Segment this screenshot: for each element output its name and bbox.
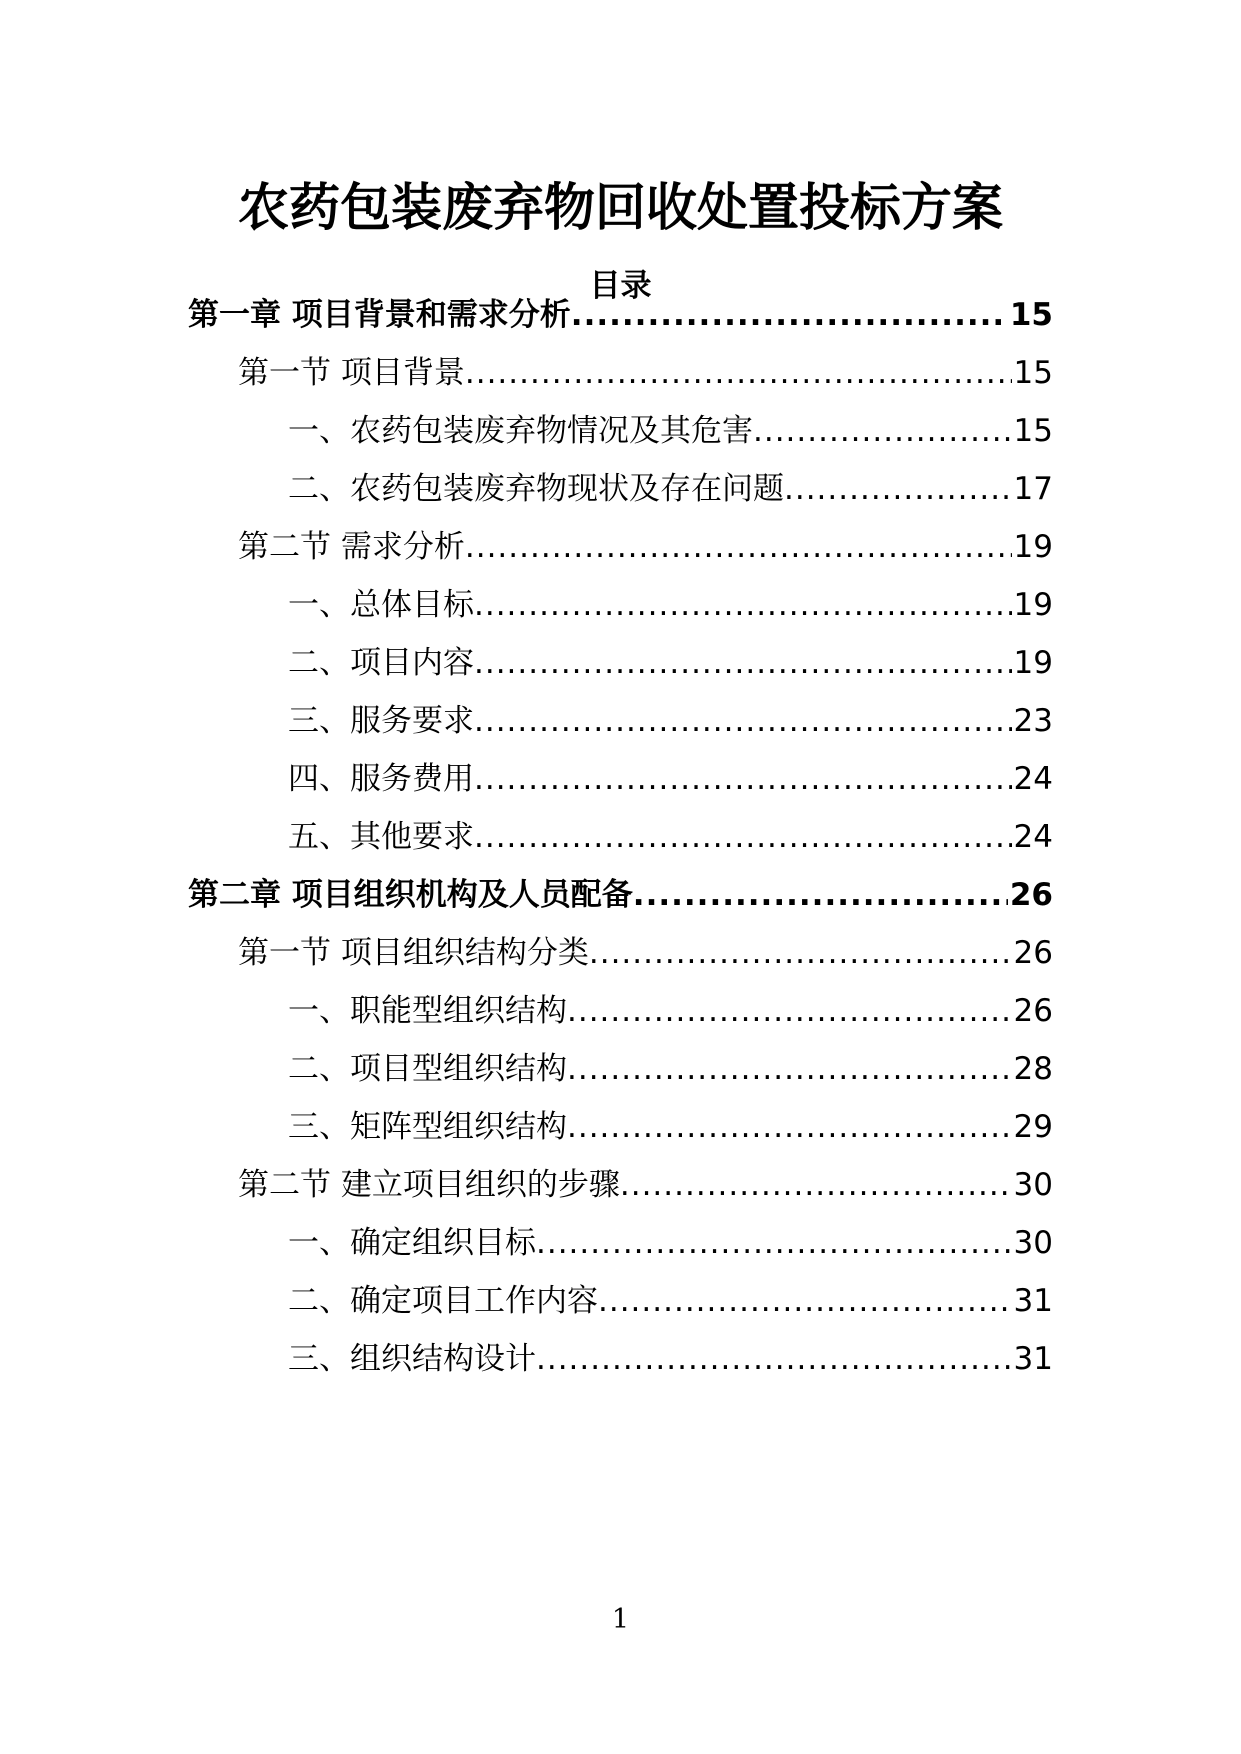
toc-entry-label: 三、组织结构设计	[288, 1341, 536, 1377]
toc-entry-label: 三、服务要求	[288, 703, 474, 739]
toc-leader-dots	[536, 1334, 1012, 1384]
document-title: 农药包装废弃物回收处置投标方案	[237, 179, 1003, 238]
toc-leader-dots	[571, 290, 1008, 340]
toc-entry-page: 15	[1009, 297, 1053, 333]
toc-leader-dots	[567, 1102, 1012, 1152]
toc-entry-page: 24	[1013, 761, 1053, 797]
toc-entry-label: 二、项目型组织结构	[288, 1051, 567, 1087]
toc-entry[interactable]	[288, 638, 1053, 688]
toc-leader-dots	[474, 754, 1012, 804]
toc-entry[interactable]	[188, 870, 1053, 920]
toc-entry-page: 19	[1013, 587, 1053, 623]
toc-entry[interactable]	[238, 1160, 1053, 1210]
toc-entry-page: 17	[1013, 471, 1053, 507]
toc-entry[interactable]	[288, 1102, 1053, 1152]
toc-entry-page: 19	[1013, 529, 1053, 565]
toc-entry[interactable]	[288, 1044, 1053, 1094]
toc-entry-label: 一、确定组织目标	[288, 1225, 536, 1261]
toc-leader-dots	[589, 928, 1012, 978]
toc-leader-dots	[474, 696, 1012, 746]
toc-entry[interactable]	[288, 986, 1053, 1036]
toc-entry-page: 31	[1013, 1341, 1053, 1377]
toc-leader-dots	[784, 464, 1012, 514]
toc-entry-label: 一、农药包装废弃物情况及其危害	[288, 413, 753, 449]
toc-entry-page: 29	[1013, 1109, 1053, 1145]
toc-entry-label: 二、农药包装废弃物现状及存在问题	[288, 471, 784, 507]
toc-entry-page: 26	[1009, 877, 1053, 913]
toc-entry-page: 26	[1013, 993, 1053, 1029]
toc-entry[interactable]	[288, 1276, 1053, 1326]
toc-entry[interactable]	[238, 348, 1053, 398]
toc-leader-dots	[567, 1044, 1012, 1094]
toc-entry[interactable]	[238, 522, 1053, 572]
toc-leader-dots	[567, 986, 1012, 1036]
toc-entry-page: 15	[1013, 355, 1053, 391]
toc-entry-label: 第二节 建立项目组织的步骤	[238, 1167, 620, 1203]
toc-entry-label: 第二章 项目组织机构及人员配备	[188, 877, 633, 913]
toc-entry-page: 30	[1013, 1225, 1053, 1261]
toc-entry[interactable]	[188, 290, 1053, 340]
toc-entry[interactable]	[288, 1334, 1053, 1384]
toc-entry[interactable]	[288, 580, 1053, 630]
toc-leader-dots	[536, 1218, 1012, 1268]
toc-entry[interactable]	[288, 464, 1053, 514]
toc-entry-page: 24	[1013, 819, 1053, 855]
toc-entry-page: 28	[1013, 1051, 1053, 1087]
toc-leader-dots	[474, 638, 1012, 688]
toc-entry[interactable]	[288, 696, 1053, 746]
toc-leader-dots	[465, 522, 1012, 572]
toc-entry-label: 四、服务费用	[288, 761, 474, 797]
toc-entry-page: 23	[1013, 703, 1053, 739]
toc-entry[interactable]	[288, 406, 1053, 456]
toc-entry-label: 一、总体目标	[288, 587, 474, 623]
toc-entry-label: 第一章 项目背景和需求分析	[188, 297, 571, 333]
toc-entry-label: 第二节 需求分析	[238, 529, 465, 565]
toc-entry-page: 26	[1013, 935, 1053, 971]
toc-leader-dots	[465, 348, 1012, 398]
toc-entry-label: 二、项目内容	[288, 645, 474, 681]
toc-entry[interactable]	[288, 812, 1053, 862]
toc-entry-label: 第一节 项目背景	[238, 355, 465, 391]
toc-entry-page: 31	[1013, 1283, 1053, 1319]
toc-entry[interactable]	[288, 754, 1053, 804]
toc-entry[interactable]	[288, 1218, 1053, 1268]
toc-leader-dots	[598, 1276, 1012, 1326]
toc-entry-label: 第一节 项目组织结构分类	[238, 935, 589, 971]
toc-leader-dots	[620, 1160, 1012, 1210]
toc-leader-dots	[753, 406, 1012, 456]
toc-entry-page: 30	[1013, 1167, 1053, 1203]
toc-entry-label: 三、矩阵型组织结构	[288, 1109, 567, 1145]
toc-heading: 目录	[589, 268, 652, 304]
page-number: 1	[611, 1604, 630, 1635]
toc-entry-label: 五、其他要求	[288, 819, 474, 855]
toc-entry-label: 一、职能型组织结构	[288, 993, 567, 1029]
toc-entry-label: 二、确定项目工作内容	[288, 1283, 598, 1319]
toc-entry-page: 19	[1013, 645, 1053, 681]
toc-leader-dots	[474, 580, 1012, 630]
toc-entry[interactable]	[238, 928, 1053, 978]
toc-leader-dots	[474, 812, 1012, 862]
toc-entry-page: 15	[1013, 413, 1053, 449]
toc-leader-dots	[633, 870, 1008, 920]
